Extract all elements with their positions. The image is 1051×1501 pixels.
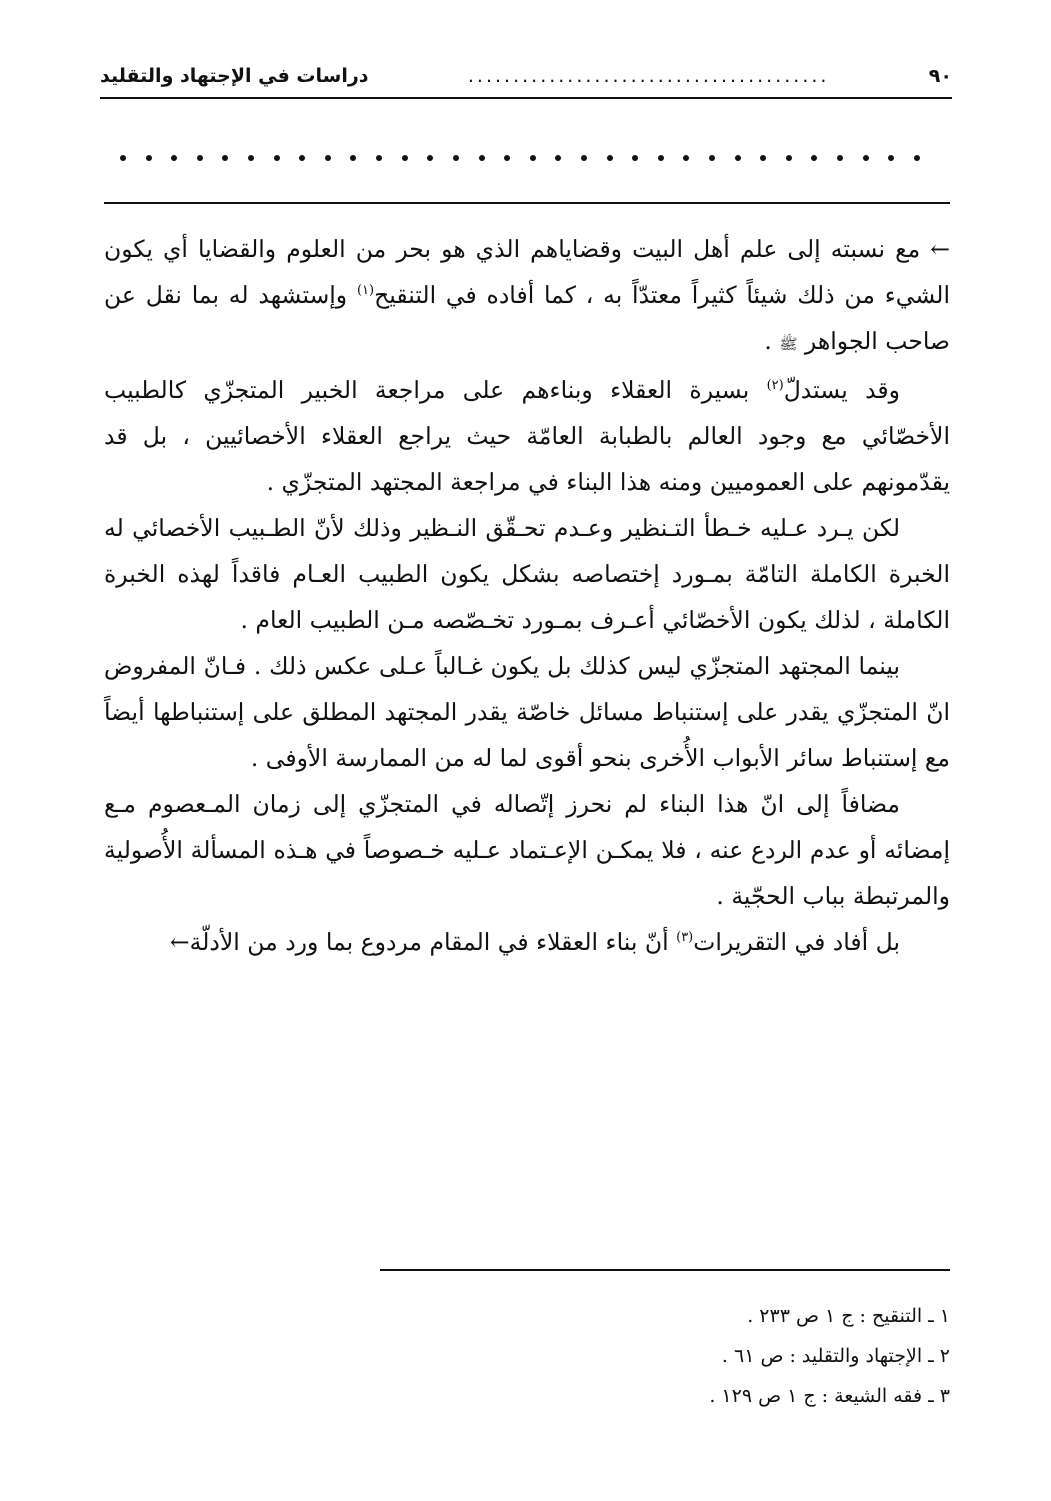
paragraph-2: وقد يستدلّ$^{(٢)}$ بسيرة العقلاء وبناءهم على مراجعة الخبير المتجزّي كالطبيب الأخصّائي مع وجود العالم بالطبابة العامّة حيث يراجع العقلاء الأخصائيين ، بل قد يقدّمونهم على العموميين ومنه هذا البناء في مراجعة المجتهد المتجزّي . — [104, 376, 950, 496]
paragraph-6: بل أفاد في التقريرات$^{(٣)}$ أنّ بناء العقلاء في المقام مردوع بما ورد من الأدلّة← — [169, 928, 900, 956]
paragraph-3: لكن يـرد عـليه خـطأ التـنظير وعـدم تحـقّق النـظير وذلك لأنّ الطـبيب الأخصائي له الخبرة الكاملة التامّة بمـورد إختصاصه بشكل يكون الطبيب العـام فاقداً لهذه الخبرة الكاملة ، لذلك يكون الأخصّائي أعـرف بمـورد تخـصّصه مـن الطبيب العام . — [104, 514, 950, 634]
footnote-1: ١ ـ التنقيح : ج ١ ص ٢٣٣ . — [747, 1305, 950, 1327]
separator-dot — [581, 155, 587, 161]
header-leader-dots: ........................................ — [467, 65, 830, 87]
separator-dot — [120, 155, 126, 161]
separator-dot — [299, 155, 305, 161]
separator-dot — [222, 155, 228, 161]
separator-dot — [786, 155, 792, 161]
footnote-ref-3[interactable]: (٣) — [676, 930, 694, 946]
separator-dot — [914, 155, 920, 161]
separator-dot — [607, 155, 613, 161]
section-separator-dots — [120, 148, 920, 168]
separator-dot — [146, 155, 152, 161]
paragraph-5: مضافاً إلى انّ هذا البناء لم نحرز إتّصاله في المتجزّي إلى زمان المـعصوم مـع إمضائه أو عدم الردع عنه ، فلا يمكـن الإعـتماد عـليه خـصوصاً في هـذه المسألة الأُصولية والمرتبطة بباب الحجّية . — [104, 790, 950, 910]
separator-dot — [171, 155, 177, 161]
separator-dot — [197, 155, 203, 161]
footnote-rule — [380, 1269, 950, 1271]
separator-dot — [427, 155, 433, 161]
footnote-3: ٣ ـ فقه الشيعة : ج ١ ص ١٢٩ . — [709, 1385, 950, 1407]
separator-dot — [248, 155, 254, 161]
continuation-arrow-icon: ← — [169, 928, 190, 956]
paragraph-continuation: ← مع نسبته إلى علم أهل البيت وقضاياهم الذي هو بحر من العلوم والقضايا أي يكون الشيء من ذلك شيئاً كثيراً معتدّاً به ، كما أفاده في التنقيح$^{(١)}$ وإستشهد له بما نقل عن صاحب الجواهر ﷺ . — [104, 235, 950, 355]
separator-dot — [760, 155, 766, 161]
paragraph-4: بينما المجتهد المتجزّي ليس كذلك بل يكون غـالباً عـلى عكس ذلك . فـانّ المفروض انّ المتجزّي يقدر على إستنباط مسائل خاصّة يقدر المجتهد المطلق على إستنباطها أيضاً مع إستنباط سائر الأبواب الأُخرى بنحو أقوى لما له من الممارسة الأوفى . — [104, 652, 950, 772]
honorific-glyph: ﷺ — [779, 335, 798, 353]
separator-dot — [453, 155, 459, 161]
body-text — [104, 226, 950, 965]
footnote-ref-1[interactable]: (١) — [356, 283, 375, 299]
separator-dot — [504, 155, 510, 161]
separator-dot — [402, 155, 408, 161]
separator-dot — [530, 155, 536, 161]
separator-dot — [376, 155, 382, 161]
running-header — [100, 58, 952, 94]
separator-dot — [888, 155, 894, 161]
separator-dot — [837, 155, 843, 161]
page-number: ٩٠ — [928, 65, 952, 87]
separator-dot — [863, 155, 869, 161]
separator-dot — [325, 155, 331, 161]
footnotes — [380, 1296, 950, 1416]
separator-dot — [658, 155, 664, 161]
separator-dot — [735, 155, 741, 161]
separator-dot — [350, 155, 356, 161]
continuation-arrow-icon: ← — [930, 235, 950, 263]
separator-dot — [683, 155, 689, 161]
section-rule — [104, 202, 950, 204]
separator-dot — [555, 155, 561, 161]
book-title: دراسات في الإجتهاد والتقليد — [100, 65, 369, 87]
separator-dot — [632, 155, 638, 161]
separator-dot — [274, 155, 280, 161]
separator-dot — [709, 155, 715, 161]
footnote-ref-2[interactable]: (٢) — [766, 378, 784, 394]
header-rule — [100, 97, 952, 99]
footnote-2: ٢ ـ الإجتهاد والتقليد : ص ٦١ . — [721, 1345, 950, 1367]
separator-dot — [479, 155, 485, 161]
separator-dot — [811, 155, 817, 161]
